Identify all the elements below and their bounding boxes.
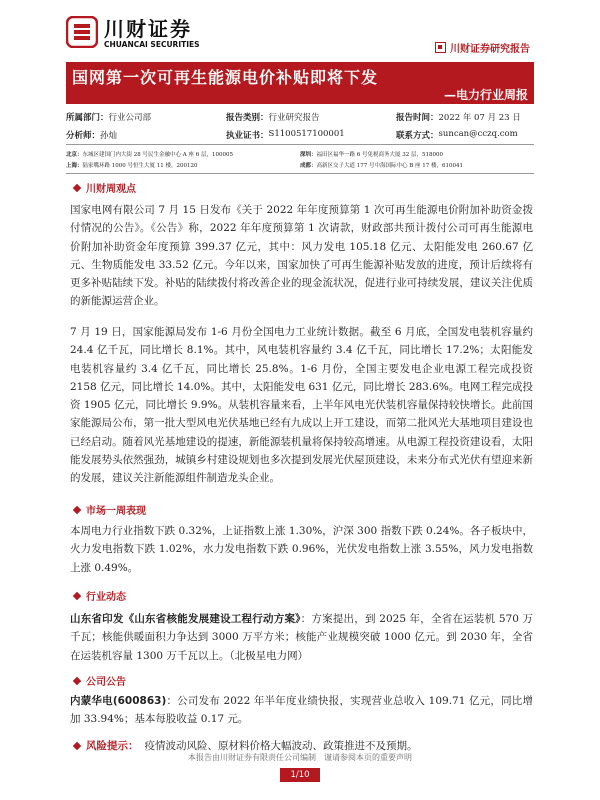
category-label: 报告类别：: [226, 113, 269, 123]
diamond-bullet-icon: [73, 183, 81, 191]
risk-text: 疫情波动风险、原材料价格大幅波动、政策推进不及预期。: [144, 740, 418, 752]
diamond-bullet-icon: [73, 741, 81, 749]
cert-value: S1100517100001: [268, 129, 345, 139]
report-title: 国网第一次可再生能源电价补贴即将下发: [72, 68, 379, 87]
diamond-bullet-icon: [73, 505, 81, 513]
report-type-icon: [435, 42, 446, 53]
contact-label: 联系方式：: [396, 131, 439, 141]
analyst-value: 孙灿: [100, 131, 118, 141]
address-text: 福田区福华一路 6 号免税商务大厦 32 层，518000: [316, 151, 444, 158]
announcement-company: 内蒙华电(600863): [70, 695, 167, 707]
address-text: 陆家嘴环路 1000 号恒生大厦 11 楼，200120: [82, 162, 198, 169]
industry-news-lead: 山东省印发《山东省核能发展建设工程行动方案》: [70, 613, 301, 625]
risk-label: 风险提示：: [86, 740, 139, 752]
report-type-label: 川财证券研究报告: [435, 40, 530, 55]
section-heading-announcements: 公司公告: [74, 673, 126, 688]
report-meta: [66, 108, 534, 144]
cert-label: 执业证书：: [226, 131, 269, 141]
logo-name-en: CHUANCAI SECURITIES: [104, 40, 200, 49]
logo-name-cn: 川财证券: [104, 17, 192, 41]
address-city: 深圳：: [300, 151, 317, 158]
date-label: 报告时间：: [396, 113, 439, 123]
address-text: 高新区交子大道 177 号中海国际中心 B 座 17 楼，610041: [316, 162, 464, 169]
office-addresses: [66, 144, 534, 174]
title-banner: [66, 62, 534, 104]
section-heading-market: 市场一周表现: [74, 502, 146, 517]
address-city: 上海：: [66, 162, 83, 169]
announcement-paragraph: [70, 692, 533, 729]
page-header: [0, 0, 600, 62]
diamond-bullet-icon: [73, 591, 81, 599]
category-value: 行业研究报告: [268, 113, 320, 123]
weekly-view-paragraph-1: 国家电网有限公司 7 月 15 日发布《关于 2022 年年度预算第 1 次可再生能源电价附加补助资金拨付情况的公告》。《公告》称，2022 年年度预算第 1 次请款，财政部共预计拨付公司可再生能源电价附加补助资金年度预算 399.37 亿元，其中：风力发电 105.18 亿元、太阳能发电 260.67 亿元、生物质能发电 33.52 亿元。今年以来，国家加快了可再生能源补贴发放的进度，预计后续将有更多补贴陆续下发。补贴的陆续拨付将改善企业的现金流状况，促进行业可持续发展，建议关注优质的新能源运营企业。: [70, 204, 533, 308]
company-logo-icon: [66, 16, 98, 48]
section-heading-industry-news: 行业动态: [74, 588, 126, 603]
dept-value: 行业公司部: [108, 113, 152, 123]
report-subtitle: —电力行业周报: [443, 88, 528, 102]
date-value: 2022 年 07 月 23 日: [438, 113, 521, 123]
dept-label: 所属部门：: [66, 113, 109, 123]
page-number: 1/10: [280, 768, 320, 782]
analyst-label: 分析师：: [66, 131, 101, 141]
footer-disclaimer: 本报告由川财证券有限责任公司编制 谨请参阅本页的重要声明: [188, 753, 412, 762]
announcement-body: ：公司发布 2022 年半年度业绩快报，实现营业总收入 109.71 亿元，同比增加 33.94%；基本每股收益 0.17 元。: [70, 695, 533, 726]
industry-news-body: ：方案提出，到 2025 年，全省在运装机 570 万千瓦；核能供暖面积力争达到 3000 万平方米；核能产业规模突破 1000 亿元。到 2030 年，全省在运装机容量 1300 万千瓦以上。（北极星电力网）: [70, 613, 533, 662]
market-paragraph: 本周电力行业指数下跌 0.32%，上证指数上涨 1.30%，沪深 300 指数下跌 0.24%。各子板块中，火力发电指数下跌 1.02%，水力发电指数下跌 0.96%，光伏发电指数上涨 3.55%，风力发电指数上涨 0.49%。: [70, 525, 533, 574]
diamond-bullet-icon: [73, 676, 81, 684]
address-text: 东城区建国门内大街 28 号民生金融中心 A 座 6 层，100005: [82, 151, 233, 158]
risk-warning: [74, 738, 418, 753]
section-heading-weekly-view: 川财周观点: [74, 180, 136, 195]
address-city: 成都：: [300, 162, 317, 169]
industry-news-paragraph: [70, 610, 533, 665]
weekly-view-paragraph-2: 7 月 19 日，国家能源局发布 1-6 月份全国电力工业统计数据。截至 6 月底，全国发电装机容量约 24.4 亿千瓦，同比增长 8.1%。其中，风电装机容量约 3.4 亿千瓦，同比增长 17.2%；太阳能发电装机容量约 3.4 亿千瓦，同比增长 25.8%。1-6 月份，全国主要发电企业电源工程完成投资 2158 亿元，同比增长 14.0%。其中，太阳能发电 631 亿元，同比增长 283.6%。电网工程完成投资 1905 亿元，同比增长 9.9%。从装机容量来看，上半年风电光伏装机容量保持较快增长。此前国家能源局公布，第一批大型风电光伏基地已经有九成以上开工建设，而第二批风光大基地项目建设也已经启动。随着风光基地建设的提速，新能源装机量将保持较高增速。从电源工程投资建设看，太阳能发展势头依然强劲，城镇乡村建设规划也多次提到发展光伏屋顶建设，未来分布式光伏有望迎来新的发展，建议关注新能源组件制造龙头企业。: [70, 326, 533, 485]
contact-email[interactable]: suncan@cczq.com: [438, 129, 518, 139]
address-city: 北京：: [66, 151, 83, 158]
